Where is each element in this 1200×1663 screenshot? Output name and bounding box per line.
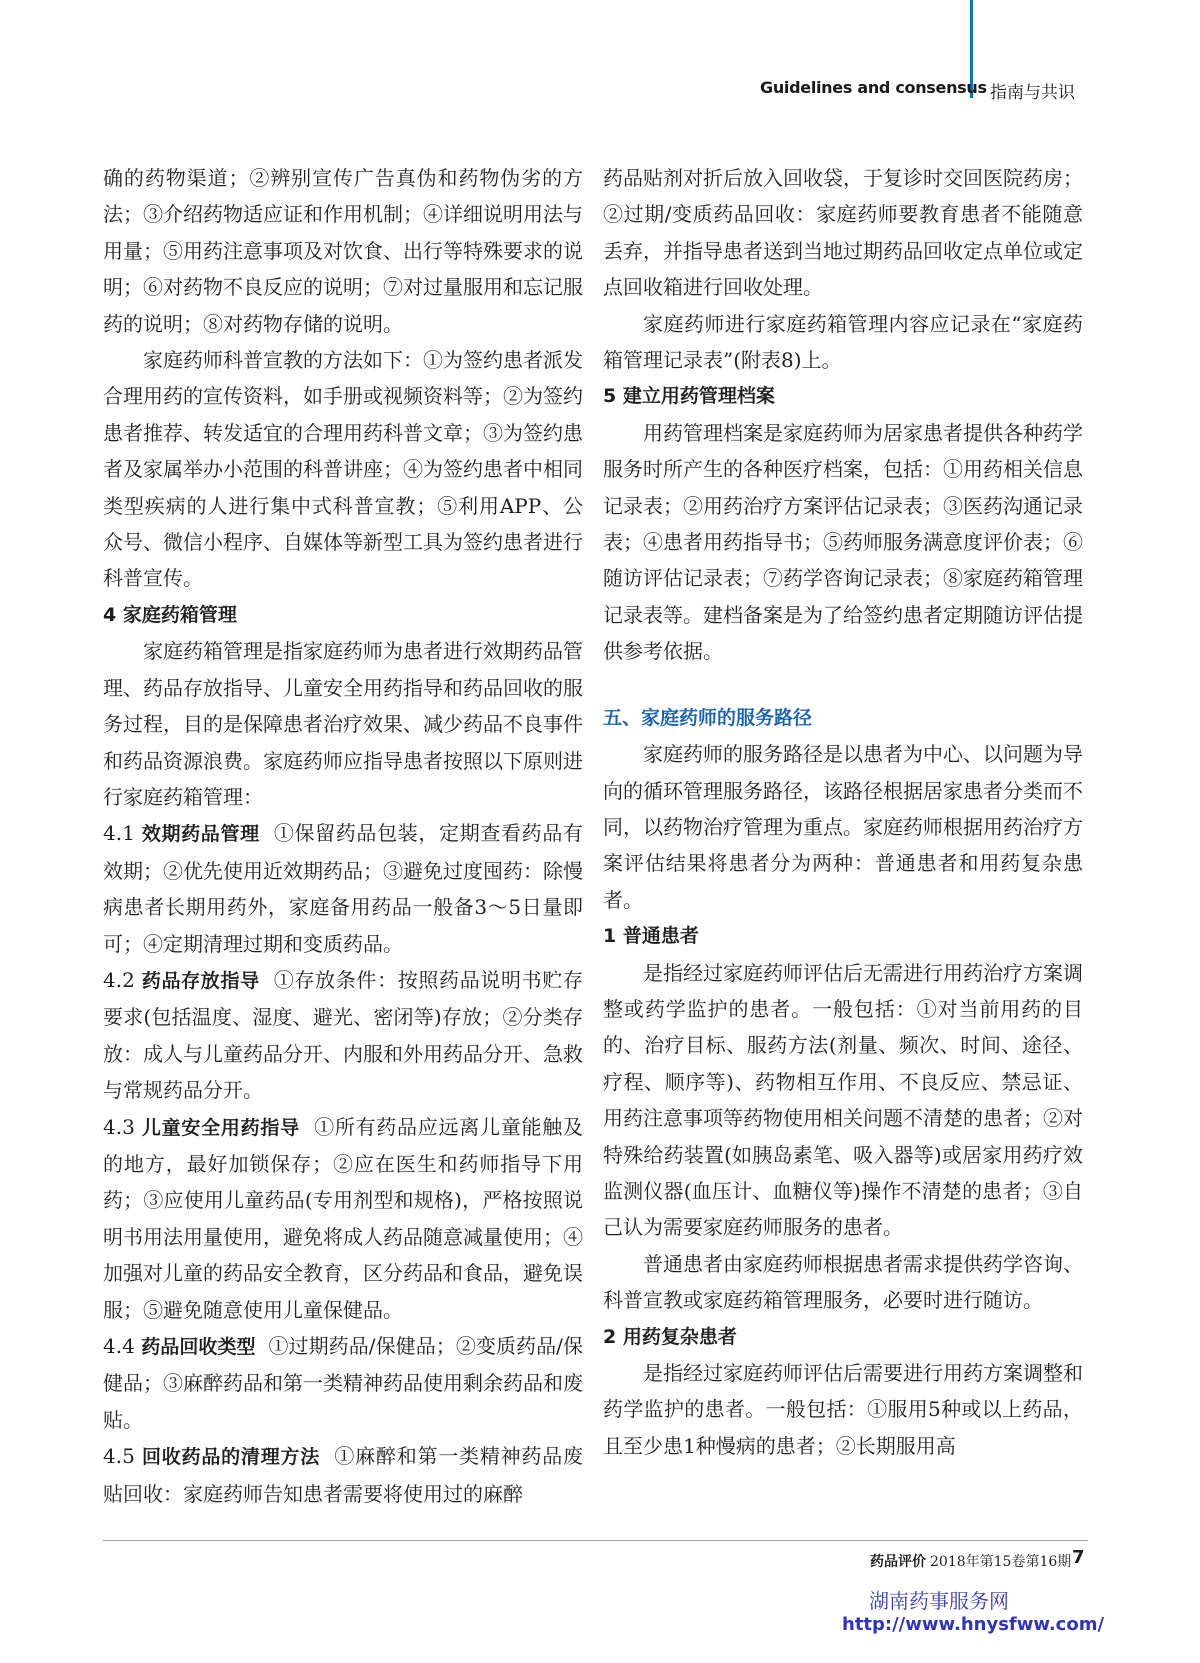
heading-number: 2 bbox=[603, 1325, 617, 1348]
footer-issue: 2018年第15卷第16期 bbox=[930, 1554, 1072, 1570]
subsection-4-3 bbox=[103, 1109, 583, 1328]
subsection-4-2 bbox=[103, 962, 583, 1109]
paragraph: 普通患者由家庭药师根据患者需求提供药学咨询、科普宣教或家庭药箱管理服务，必要时进行随访。 bbox=[603, 1251, 1083, 1313]
paragraph: 确的药物渠道；②辨别宣传广告真伪和药物伪劣的方法；③介绍药物适应证和作用机制；④详细说明用法与用量；⑤用药注意事项及对饮食、出行等特殊要求的说明；⑥对药物不良反应的说明；⑦对过量服用和忘记服药的说明；⑧对药物存储的说明。 bbox=[103, 166, 583, 336]
header-english-title: Guidelines and consensus bbox=[760, 78, 987, 97]
subsection-4-4 bbox=[103, 1328, 583, 1438]
subsection-text: ①过期药品/保健品；②变质药品/保健品；③麻醉药品和第一类精神药品使用剩余药品和废贴。 bbox=[103, 1334, 583, 1432]
paragraph: 是指经过家庭药师评估后需要进行用药方案调整和药学监护的患者。一般包括：①服用5种或以上药品，且至少患1种慢病的患者；②长期服用高 bbox=[603, 1361, 1083, 1458]
footer-divider bbox=[103, 1540, 1088, 1541]
heading-number: 1 bbox=[603, 925, 617, 948]
subsection-number: 4.2 bbox=[103, 967, 135, 992]
subsection-title: 效期药品管理 bbox=[141, 823, 260, 846]
subheading-normal-patients bbox=[603, 918, 1083, 954]
subsection-number: 4.1 bbox=[103, 821, 135, 846]
subsection-number: 4.3 bbox=[103, 1114, 135, 1139]
subsection-title: 回收药品的清理方法 bbox=[141, 1446, 321, 1469]
paragraph: 家庭药师进行家庭药箱管理内容应记录在“家庭药箱管理记录表”(附表8)上。 bbox=[603, 311, 1083, 373]
paragraph: 家庭药师的服务路径是以患者为中心、以问题为导向的循环管理服务路径，该路径根据居家患者分类而不同，以药物治疗管理为重点。家庭药师根据用药治疗方案评估结果将患者分为两种：普通患者和用药复杂患者。 bbox=[603, 742, 1083, 912]
page-number: 7 bbox=[1072, 1547, 1085, 1568]
section-heading-5 bbox=[603, 378, 1083, 414]
subsection-number: 4.5 bbox=[103, 1444, 135, 1469]
subsection-title: 药品存放指导 bbox=[141, 969, 260, 992]
heading-title: 用药复杂患者 bbox=[622, 1325, 737, 1348]
footer-journal-name: 药品评价 bbox=[870, 1554, 926, 1570]
heading-title: 家庭药箱管理 bbox=[122, 603, 237, 626]
paragraph: 家庭药箱管理是指家庭药师为患者进行效期药品管理、药品存放指导、儿童安全用药指导和药品回收的服务过程，目的是保障患者治疗效果、减少药品不良事件和药品资源浪费。家庭药师应指导患者按照以下原则进行家庭药箱管理： bbox=[103, 639, 583, 809]
heading-title: 普通患者 bbox=[622, 925, 699, 948]
header-chinese-title: 指南与共识 bbox=[990, 83, 1075, 103]
subsection-text: ①保留药品包装，定期查看药品有效期；②优先使用近效期药品；③避免过度囤药：除慢病患者长期用药外，家庭备用药品一般备3～5日量即可；④定期清理过期和变质药品。 bbox=[103, 821, 583, 956]
paragraph: 用药管理档案是家庭药师为居家患者提供各种药学服务时所产生的各种医疗档案，包括：①用药相关信息记录表；②用药治疗方案评估记录表；③医药沟通记录表；④患者用药指导书；⑤药师服务满意度评价表；⑥随访评估记录表；⑦药学咨询记录表；⑧家庭药箱管理记录表等。建档备案是为了给签约患者定期随访评估提供参考依据。 bbox=[603, 420, 1083, 664]
subsection-title: 药品回收类型 bbox=[141, 1336, 256, 1358]
left-column bbox=[103, 160, 583, 1512]
heading-title: 建立用药管理档案 bbox=[622, 385, 775, 408]
heading-number: 4 bbox=[103, 603, 117, 626]
subsection-number: 4.4 bbox=[103, 1334, 135, 1358]
section-heading-4 bbox=[103, 597, 583, 633]
subsection-4-1 bbox=[103, 815, 583, 962]
subheading-complex-patients bbox=[603, 1319, 1083, 1355]
section-title-service-path: 五、家庭药师的服务路径 bbox=[603, 706, 813, 729]
subsection-4-5 bbox=[103, 1438, 583, 1512]
subsection-text: ①存放条件：按照药品说明书贮存要求(包括温度、湿度、避光、密闭等)存放；②分类存放：成人与儿童药品分开、内服和外用药品分开、急救与常规药品分开。 bbox=[103, 967, 583, 1103]
paragraph: 是指经过家庭药师评估后无需进行用药治疗方案调整或药学监护的患者。一般包括：①对当前用药的目的、治疗目标、服药方法(剂量、频次、时间、途径、疗程、顺序等)、药物相互作用、不良反应、禁忌证、用药注意事项等药物使用相关问题不清楚的患者；②对特殊给药装置(如胰岛素笔、吸入器等)或居家用药疗效监测仪器(血压计、血糖仪等)操作不清楚的患者；③自己认为需要家庭药师服务的患者。 bbox=[603, 960, 1083, 1240]
right-column bbox=[603, 160, 1083, 1464]
heading-number: 5 bbox=[603, 385, 617, 408]
paragraph: 药品贴剂对折后放入回收袋，于复诊时交回医院药房；②过期/变质药品回收：家庭药师要教育患者不能随意丢弃，并指导患者送到当地过期药品回收定点单位或定点回收箱进行回收处理。 bbox=[603, 166, 1083, 300]
watermark-site-name: 湖南药事服务网 bbox=[869, 1589, 1009, 1613]
subsection-text: ①所有药品应远离儿童能触及的地方，最好加锁保存；②应在医生和药师指导下用药；③应使用儿童药品(专用剂型和规格)，严格按照说明书用法用量使用，避免将成人药品随意减量使用；④加强对儿童的药品安全教育，区分药品和食品，避免误服；⑤避免随意使用儿童保健品。 bbox=[103, 1114, 583, 1322]
subsection-title: 儿童安全用药指导 bbox=[141, 1116, 300, 1139]
paragraph: 家庭药师科普宣教的方法如下：①为签约患者派发合理用药的宣传资料，如手册或视频资料等；②为签约患者推荐、转发适宜的合理用药科普文章；③为签约患者及家属举办小范围的科普讲座；④为签约患者中相同类型疾病的人进行集中式科普宣教；⑤利用APP、公众号、微信小程序、自媒体等新型工具为签约患者进行科普宣传。 bbox=[103, 348, 583, 591]
watermark-url[interactable]: http://www.hnysfww.com/ bbox=[842, 1614, 1105, 1635]
subsection-text: ①麻醉和第一类精神药品废贴回收：家庭药师告知患者需要将使用过的麻醉 bbox=[103, 1444, 584, 1506]
